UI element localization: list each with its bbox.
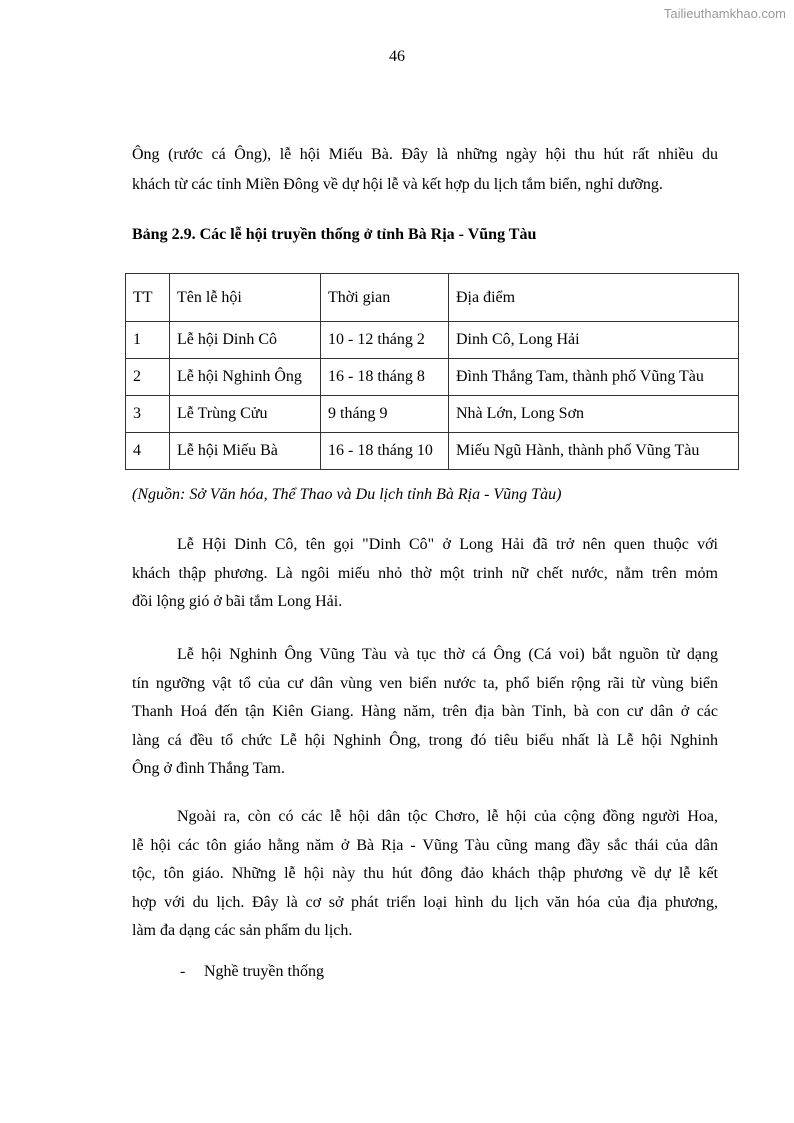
cell: Lễ hội Miếu Bà xyxy=(170,433,321,470)
header-cell: Thời gian xyxy=(321,274,449,322)
cell: 16 - 18 tháng 8 xyxy=(321,359,449,396)
festival-table xyxy=(125,273,739,470)
paragraph-4 xyxy=(132,803,718,946)
header-cell: TT xyxy=(126,274,170,322)
text-line: lễ hội các tôn giáo hằng năm ở Bà Rịa - Vũng Tàu cũng mang đầy sắc thái của dân xyxy=(132,836,718,854)
cell: Lễ Trùng Cửu xyxy=(170,396,321,433)
paragraph-3 xyxy=(132,641,718,784)
table-source: (Nguồn: Sở Văn hóa, Thể Thao và Du lịch tỉnh Bà Rịa - Vũng Tàu) xyxy=(132,486,562,503)
bullet-text: Nghề truyền thống xyxy=(204,963,324,980)
bullet-item xyxy=(180,963,324,981)
watermark: Tailieuthamkhao.com xyxy=(663,6,786,21)
cell: 3 xyxy=(126,396,170,433)
cell: Miếu Ngũ Hành, thành phố Vũng Tàu xyxy=(449,433,739,470)
paragraph-2 xyxy=(132,531,718,617)
text-line: tộc, tôn giáo. Những lễ hội này thu hút đông đảo khách thập phương về dự lễ kết xyxy=(132,865,718,882)
cell: 9 tháng 9 xyxy=(321,396,449,433)
cell: Nhà Lớn, Long Sơn xyxy=(449,396,739,433)
bullet-dash: - xyxy=(180,963,186,980)
text-line: Ngoài ra, còn có các lễ hội dân tộc Chơro, lễ hội của cộng đồng người Hoa, xyxy=(177,808,718,825)
cell: Dinh Cô, Long Hải xyxy=(449,322,739,359)
text-line: tín ngưỡng vật tổ của cư dân vùng ven biển nước ta, phổ biến rộng rãi từ vùng biển xyxy=(132,674,718,692)
paragraph-1 xyxy=(132,141,718,200)
table-title: Bảng 2.9. Các lễ hội truyền thống ở tỉnh Bà Rịa - Vũng Tàu xyxy=(132,226,537,243)
text-line: Ông ở đình Thắng Tam. xyxy=(132,760,285,777)
table-row xyxy=(126,433,739,470)
cell: Lễ hội Dinh Cô xyxy=(170,322,321,359)
text-line: đồi lộng gió ở bãi tắm Long Hải. xyxy=(132,593,343,610)
page-number: 46 xyxy=(389,48,405,65)
header-cell: Địa điểm xyxy=(449,274,739,322)
text-line: Lễ Hội Dinh Cô, tên gọi "Dinh Cô" ở Long Hải đã trở nên quen thuộc với xyxy=(177,536,718,553)
table-row xyxy=(126,396,739,433)
cell: 1 xyxy=(126,322,170,359)
cell: 16 - 18 tháng 10 xyxy=(321,433,449,470)
table-header-row xyxy=(126,274,739,322)
cell: 4 xyxy=(126,433,170,470)
text-line: làm đa dạng các sản phẩm du lịch. xyxy=(132,922,353,939)
text-line: khách thập phương. Là ngôi miếu nhỏ thờ một trinh nữ chết nước, nằm trên mỏm xyxy=(132,564,718,582)
cell: Lễ hội Nghinh Ông xyxy=(170,359,321,396)
text-line: Thanh Hoá đến tận Kiên Giang. Hàng năm, trên địa bàn Tỉnh, bà con cư dân ở các xyxy=(132,703,718,720)
text-line: làng cá đều tổ chức Lễ hội Nghinh Ông, trong đó tiêu biểu nhất là Lễ hội Nghinh xyxy=(132,731,718,749)
text-line: Ông (rước cá Ông), lễ hội Miếu Bà. Đây là những ngày hội thu hút rất nhiều du xyxy=(132,146,718,163)
table-row xyxy=(126,322,739,359)
cell: Đình Thắng Tam, thành phố Vũng Tàu xyxy=(449,359,739,396)
text-line: hợp với du lịch. Đây là cơ sở phát triển loại hình du lịch văn hóa của địa phương, xyxy=(132,893,718,911)
cell: 2 xyxy=(126,359,170,396)
text-line: khách từ các tỉnh Miền Đông về dự hội lễ và kết hợp du lịch tắm biển, nghỉ dưỡng. xyxy=(132,176,663,193)
text-line: Lễ hội Nghinh Ông Vũng Tàu và tục thờ cá Ông (Cá voi) bắt nguồn từ dạng xyxy=(177,646,718,663)
cell: 10 - 12 tháng 2 xyxy=(321,322,449,359)
table-row xyxy=(126,359,739,396)
header-cell: Tên lễ hội xyxy=(170,274,321,322)
